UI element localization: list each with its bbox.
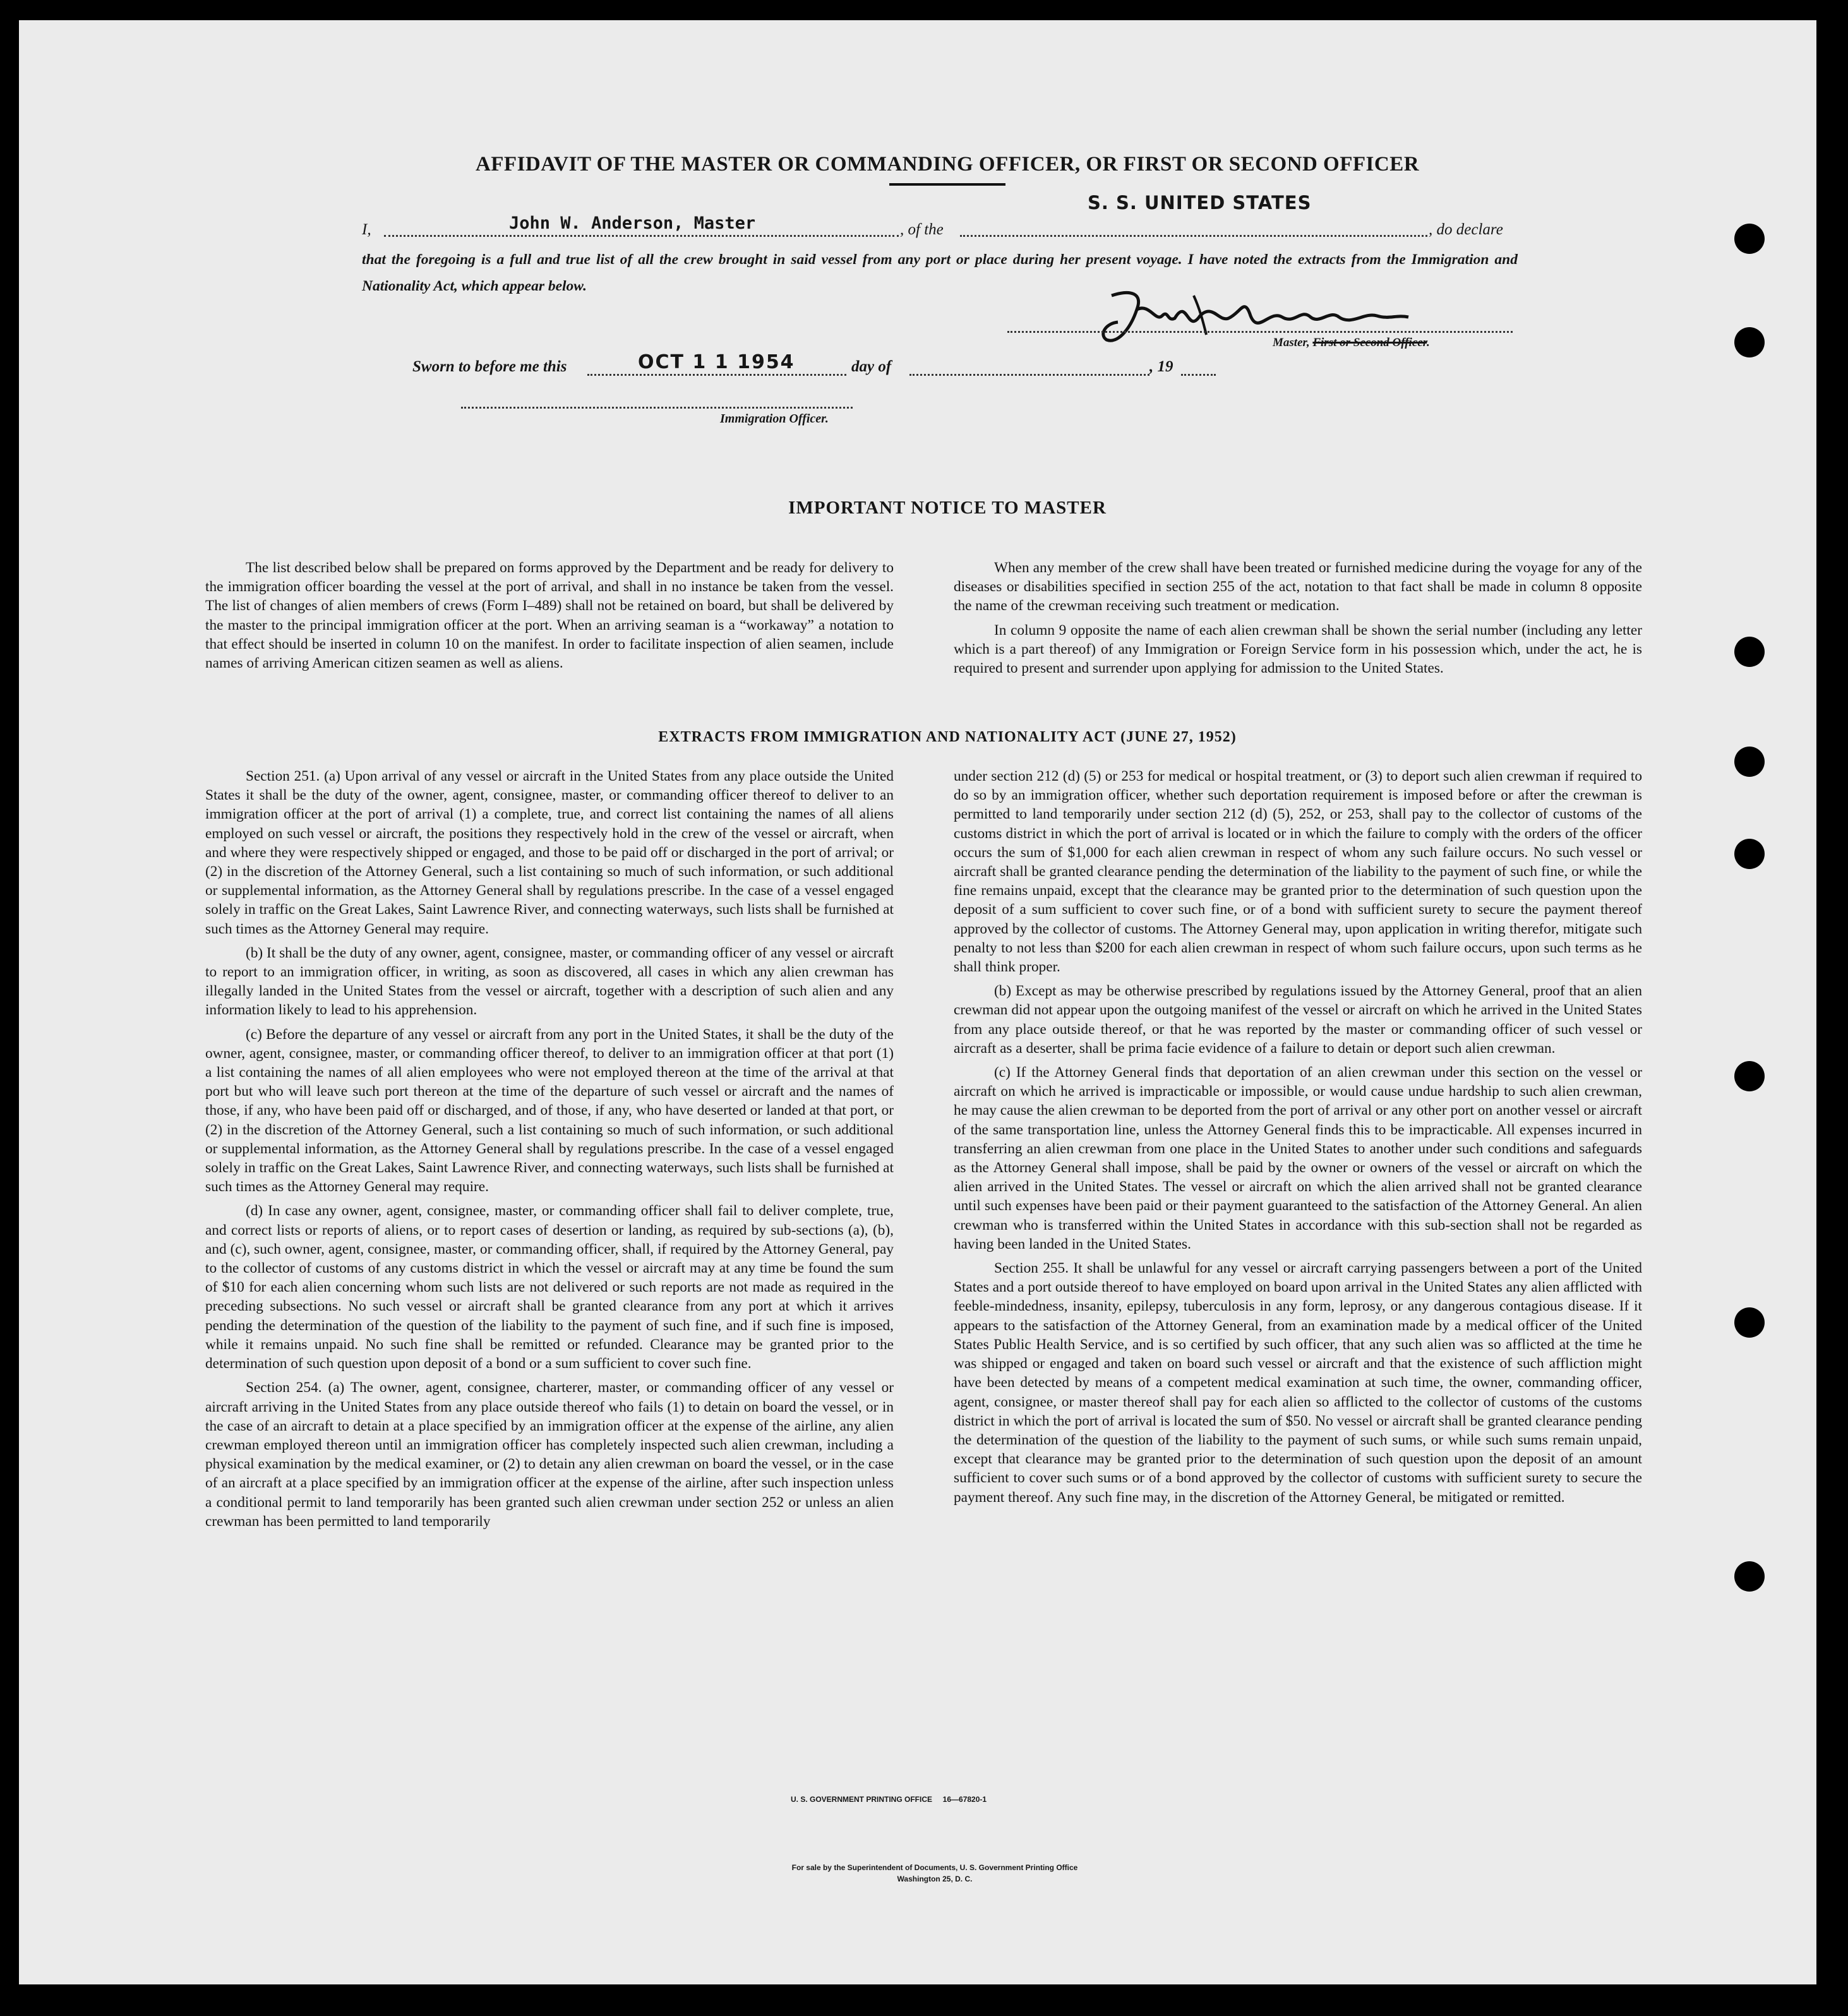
section-254-c: (c) If the Attorney General finds that deportation of an alien crewman under this section on the vessel or aircraft on which he arrived is impracticable or impossible, or would cause undue hardship to such alien crewman, he may cause the alien crewman to be deported from the port of arrival or any other port on another vessel or aircraft of the same transportation line, unless the Attorney General finds this to be impracticable. All expenses incurred in transferring an alien crewman from one place in the United States to another under such conditions and safeguards as the Attorney General shall impose, shall be paid by the owner or owners of the vessel or aircraft on which the alien arrived in the United States. The vessel or aircraft on which the alien arrived shall not be granted clearance until such expenses have been paid or their payment guaranteed to the satisfaction of the Attorney General. An alien crewman who is transferred within the United States in accordance with this sub-section shall not be regarded as having been landed in the United States. [954,1064,1642,1252]
sale-notice-line2: Washington 25, D. C. [897,1875,973,1883]
binder-hole [1734,637,1765,667]
extracts-heading: EXTRACTS FROM IMMIGRATION AND NATIONALITY ACT (JUNE 27, 1952) [658,729,1237,745]
notice-paragraph: The list described below shall be prepared on forms approved by the Department and be ready for delivery to the immigration officer boarding the vessel at the port of arrival, and shall in no instance be taken from the vessel. The list of changes of alien members of crews (Form I–489) shall not be retained on board, but shall be delivered by the master to the principal immigration officer at the port. When an arriving seaman is a “workaway” a notation to that effect should be inserted in column 10 on the manifest. In order to facilitate inspection of alien seamen, include names of arriving American citizen seamen as well as aliens. [205,560,894,672]
binder-hole [1734,327,1765,357]
affidavit-title: AFFIDAVIT OF THE MASTER OR COMMANDING OFFICER, OR FIRST OR SECOND OFFICER [475,153,1420,176]
declaration-text: that the foregoing is a full and true list of all the crew brought in said vessel from any port or place during her present voyage. I have noted the extracts from the Immigration and Nationality Act, which appear below. [362,251,1518,294]
notice-paragraph: When any member of the crew shall have been treated or furnished medicine during the voyage for any of the diseases or disabilities specified in section 255 of the act, notation to that fact shall be made in column 8 opposite the name of the crewman receiving such treatment or medication. [954,560,1642,615]
binder-hole [1734,747,1765,777]
extracts-left-column [205,767,894,1531]
notice-heading: IMPORTANT NOTICE TO MASTER [788,498,1107,518]
binder-hole [1734,1307,1765,1338]
print-office-line: U. S. GOVERNMENT PRINTING OFFICE 16—67820-1 [791,1795,987,1804]
vessel-name: S. S. UNITED STATES [1088,192,1312,213]
year-label: , 19 [1149,358,1173,375]
do-declare-label: , do declare [1429,221,1503,238]
section-254-a-continued: under section 212 (d) (5) or 253 for medical or hospital treatment, or (3) to deport such alien crewman if required to do so by an immigration officer, whether such deportation requirement is imposed before or after the crewman is permitted to land temporarily under section 212 (d) (5), 252, or 253, shall pay to the collector of customs of the customs district in which the port of arrival is located or in which the failure to comply with the orders of the officer occurs the sum of $1,000 for each alien crewman in respect of whom any such failure occurs. No such vessel or aircraft shall be granted clearance pending the determination of the liability to the payment of such fine, or while the fine remains unpaid, except that the clearance may be granted prior to the determination of such question upon the deposit of a sum sufficient to cover such fine, or of a bond with sufficient surety to secure the payment thereof approved by the collector of customs. The Attorney General may, upon application in writing therefor, mitigate such penalty to not less than $200 for each alien crewman in respect of whom such failure occurs, upon such terms as he shall think proper. [954,768,1642,976]
of-the-label: , of the [900,221,944,238]
immigration-officer-line [461,407,853,409]
caption-struck-officers: First or Second Officer [1312,336,1427,349]
section-251-a: Section 251. (a) Upon arrival of any vessel or aircraft in the United States from any place outside the United States it shall be the duty of the owner, agent, consignee, master, or commanding officer thereof to deliver to an immigration officer at the port of arrival (1) a complete, true, and correct list containing the names of all aliens employed on such vessel or aircraft, the positions they respectively hold in the crew of the vessel or aircraft, when and where they were respectively shipped or engaged, and those to be paid off or discharged in the port of arrival; or (2) in the discretion of the Attorney General, such a list containing so much of such information, or such additional or supplemental information, as the Attorney General shall by regulations prescribe. In the case of a vessel engaged solely in traffic on the Great Lakes, Saint Lawrence River, and connecting waterways, such lists shall be furnished at such times as the Attorney General may require. [205,768,894,937]
binder-hole [1734,1561,1765,1592]
vessel-name-line [960,235,1427,237]
caption-period: . [1427,336,1430,349]
immigration-officer-label: Immigration Officer. [720,412,829,426]
section-251-c: (c) Before the departure of any vessel or aircraft from any port in the United States, it shall be the duty of the owner, agent, consignee, master, or commanding officer thereof, to deliver to an immigration officer at that port (1) a list containing the names of all alien employees who were not employed thereon at the time of the arrival at that port but who will leave such port thereon at the time of the departure of such vessel or aircraft and the names of those, if any, who have been paid off or discharged, and of those, if any, who have deserted or landed at that port, or (2) in the discretion of the Attorney General, such a list containing so much of such information, or such additional or supplemental information, as the Attorney General shall by regulations prescribe. In the case of a vessel engaged solely in traffic on the Great Lakes, Saint Lawrence River, and connecting waterways, such lists shall be furnished at such times as the Attorney General may require. [205,1026,894,1196]
year-line [1181,374,1216,376]
caption-master: Master, [1273,336,1313,349]
notice-paragraph: In column 9 opposite the name of each alien crewman shall be shown the serial number (including any letter which is a part thereof) of any Immigration or Foreign Service form in his possession which, under the act, he is required to present and surrender upon applying for admission to the United States. [954,621,1642,677]
day-of-label: day of [851,358,892,375]
title-rule [889,183,1005,186]
master-signature-line [1007,331,1513,333]
extracts-right-column [954,767,1642,1507]
section-254-a: Section 254. (a) The owner, agent, consignee, charterer, master, or commanding officer of any vessel or aircraft arriving in the United States from any place outside thereof who fails (1) to detain on board the vessel, or in the case of an aircraft to detain at a place specified by an immigration officer at the expense of the airline, any alien crewman employed thereon until an immigration officer has completely inspected such alien crewman, including a physical examination by the medical examiner, or (2) to detain any alien crewman on board the vessel, or in the case of an aircraft at a place specified by an immigration officer at the expense of the airline, after such inspection unless a conditional permit to land temporarily has been granted such alien crewman under section 252 or unless an alien crewman has been permitted to land temporarily [205,1379,894,1530]
sworn-label: Sworn to before me this [412,358,567,375]
binder-hole [1734,1061,1765,1091]
master-name-line [384,235,899,237]
month-line [909,374,1149,376]
section-254-b: (b) Except as may be otherwise prescribed by regulations issued by the Attorney General, proof that an alien crewman did not appear upon the outgoing manifest of the vessel or aircraft on which he arrived in the United States from any place outside thereof, or that he was reported by the master or commanding officer of such vessel or aircraft as a deserter, shall be prima facie evidence of a failure to detain or deport such alien crewman. [954,983,1642,1057]
section-251-b: (b) It shall be the duty of any owner, agent, consignee, master, or commanding officer of any vessel or aircraft to report to an immigration officer, in writing, as soon as discovered, all cases in which any alien crewman has illegally landed in the United States from the vessel or aircraft, together with a description of such alien and any information likely to lead to his apprehension. [205,944,894,1019]
sworn-date-line [587,374,846,376]
notice-left-column [205,558,894,673]
binder-hole [1734,224,1765,254]
sworn-date-stamp: OCT 1 1 1954 [638,351,795,373]
section-255: Section 255. It shall be unlawful for any vessel or aircraft carrying passengers between a port of the United States and a port outside thereof to have employed on board upon arrival in the United States any alien afflicted with feeble-mindedness, insanity, epilepsy, tuberculosis in any form, leprosy, or any dangerous contagious disease. If it appears to the satisfaction of the Attorney General, from an examination made by a medical officer of the United States Public Health Service, and is so certified by such officer, that any such alien was so afflicted at the time he was shipped or engaged and taken on board such vessel or aircraft and that the existence of such affliction might have been detected by means of a competent medical examination at such time, the owner, commanding officer, agent, consignee, or master thereof shall pay for each alien so afflicted to the collector of customs of the customs district in which the port of arrival is located the sum of $50. No vessel or aircraft shall be granted clearance pending the determination of the question of the liability to the payment of such sums, or while such sums remain unpaid, except that clearance may be granted prior to the determination of such question upon the deposit of an amount sufficient to cover such sums or of a bond approved by the collector of customs with sufficient surety to secure the payment thereof. Any such fine may, in the discretion of the Attorney General, be mitigated or remitted. [954,1260,1642,1506]
master-signature-caption [1273,336,1430,350]
notice-right-column [954,558,1642,678]
binder-hole [1734,839,1765,869]
document-page [19,20,1816,1984]
master-name: John W. Anderson, Master [509,213,756,233]
sale-notice-line1: For sale by the Superintendent of Documents, U. S. Government Printing Office [791,1863,1078,1872]
pronoun-label: I, [362,221,371,238]
section-251-d: (d) In case any owner, agent, consignee, master, or commanding officer shall fail to deliver complete, true, and correct lists or reports of aliens, or to report cases of desertion or landing, as required by sub-sections (a), (b), and (c), such owner, agent, consignee, master, or commanding officer, shall, if required by the Attorney General, pay to the collector of customs of any customs district in which the vessel or aircraft may at any time be found the sum of $10 for each alien concerning whom such lists are not delivered or such reports are not made as required in the preceding subsections. No such vessel or aircraft shall be granted clearance from any port at which it arrives pending the determination of the question of the liability to the payment of such fine, and if such fine is imposed, while it remains unpaid. No such fine shall be remitted or refunded. Clearance may be granted prior to the determination of such question upon deposit of a bond or a sum sufficient to cover such fine. [205,1203,894,1372]
